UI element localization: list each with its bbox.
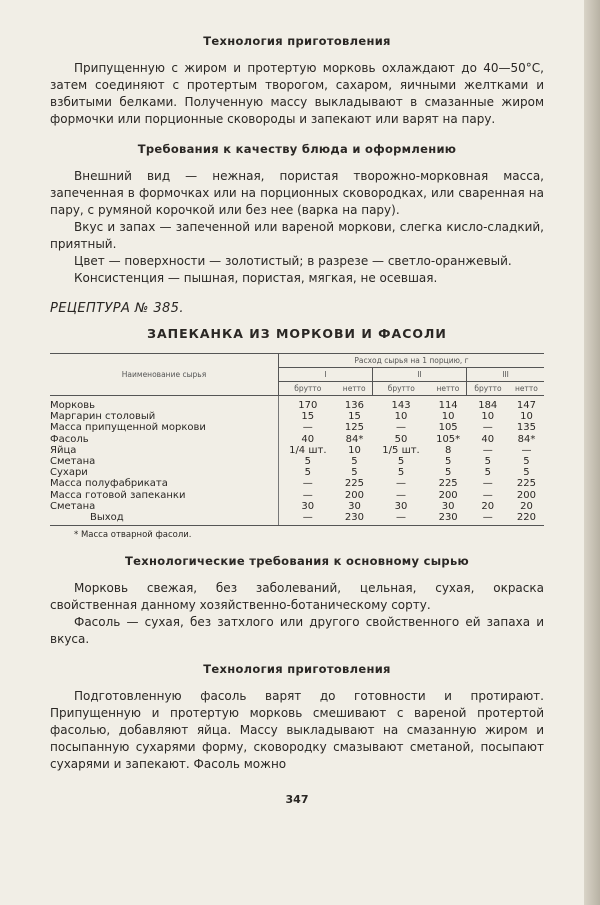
section-heading: Требования к качеству блюда и оформлению (137, 142, 457, 156)
quantity-cell: 10 (441, 411, 455, 423)
group-header: III (467, 368, 544, 382)
ingredient-name: Масса припущенной моркови (50, 422, 279, 433)
quantity-cell: 10 (481, 411, 495, 423)
recipe-number: РЕЦЕПТУРА № 385. (50, 301, 184, 316)
section-technology-2 (50, 662, 544, 773)
quantity-cell: 20 (520, 500, 533, 512)
quantity-cell: — (396, 422, 407, 434)
quantity-cell: 225 (516, 478, 537, 490)
section-text: Припущенную с жиром и протертую морковь охлаждают до 40—50°С, затем соединяют с протертым творогом, сахаром, яичными желтками и взбитыми белками. Полученную массу выкладывают в смазанные жиром формочки или порционные сковороды и запекают или варят на пару. (50, 61, 544, 126)
quantity-cell: 30 (301, 500, 315, 512)
quantity-cell: — (482, 422, 493, 434)
quantity-cell: 10 (348, 444, 361, 456)
quantity-cell: 147 (516, 400, 537, 411)
quantity-cell: 230 (430, 512, 467, 526)
quantity-cell: — (482, 444, 493, 456)
page-content (50, 34, 544, 806)
quantity-cell: 200 (438, 489, 458, 501)
quantity-cell: 5 (397, 456, 405, 468)
quantity-cell: 125 (344, 422, 365, 434)
ingredient-name: Морковь (50, 396, 279, 412)
group-header: II (372, 368, 466, 382)
table-row (50, 396, 544, 412)
quantity-cell: 5 (304, 456, 311, 468)
sub-header: брутто (279, 382, 337, 396)
quantity-cell: 5 (484, 456, 491, 468)
table-row (50, 422, 544, 433)
table-row (50, 512, 544, 526)
group-header: I (279, 368, 373, 382)
quantity-cell: 5 (444, 467, 452, 479)
paragraph: Морковь свежая, без заболеваний, цельная, сухая, окраска свойственная данному хозяйственно-ботаническому сорту. (50, 581, 544, 613)
quantity-cell: 200 (516, 489, 537, 501)
paragraph: Внешний вид — нежная, пористая творожно-морковная масса, запеченная в формочках или на порционных сковородках, или сваренная на пару, с румяной корочкой или без нее (варка на пару). (50, 169, 544, 217)
section-heading: Технологические требования к основному сырью (124, 554, 470, 569)
quantity-cell: 10 (394, 411, 408, 423)
quantity-cell: 5 (351, 467, 358, 479)
quantity-cell: 84* (517, 433, 536, 445)
quantity-cell: — (482, 489, 493, 501)
quantity-cell: — (372, 512, 429, 526)
quantity-cell: — (467, 512, 509, 526)
section-heading: Технология приготовления (203, 34, 391, 48)
sub-header: нетто (337, 382, 373, 396)
table-footnote: * Масса отварной фасоли. (74, 530, 192, 541)
sub-header: брутто (467, 382, 509, 396)
quantity-cell: 5 (484, 467, 491, 479)
quantity-cell: 30 (394, 500, 408, 512)
quantity-cell: 5 (351, 456, 358, 468)
quantity-cell: 30 (441, 500, 455, 512)
quantity-cell: 184 (478, 400, 498, 411)
sub-header: брутто (372, 382, 429, 396)
quantity-cell: 1/4 шт. (289, 444, 327, 456)
quantity-cell: 225 (438, 478, 458, 490)
table-row (50, 478, 544, 489)
ingredient-name: Масса готовой запеканки (50, 490, 279, 501)
quantity-cell: 5 (523, 456, 530, 468)
quantity-cell: 200 (344, 489, 365, 501)
quantity-cell: 230 (337, 512, 373, 526)
table-row (50, 501, 544, 512)
quantity-cell: 170 (298, 400, 318, 411)
quantity-cell: 225 (344, 478, 365, 490)
table-row (50, 434, 544, 445)
quantity-cell: — (279, 512, 337, 526)
table-row (50, 456, 544, 467)
recipe-table (50, 353, 544, 526)
quantity-cell: — (521, 444, 532, 456)
section-text: Подготовленную фасоль варят до готовности и протирают. Припущенную и протертую морковь смешивают с вареной протертой фасолью, добавляют яйца. Массу выкладывают на смазанную жиром и посыпанную сухарями форму, сковородку смазывают сметаной, посыпают сухарями и запекают. Фасоль можно (50, 689, 544, 772)
quantity-cell: — (302, 422, 313, 434)
ingredient-name: Фасоль (50, 434, 279, 445)
table-row (50, 467, 544, 478)
section-raw-material-requirements (50, 554, 544, 648)
section-technology-1 (50, 34, 544, 128)
section-heading: Технология приготовления (203, 662, 391, 677)
quantity-cell: 105 (438, 422, 458, 434)
quantity-cell: 136 (344, 400, 365, 411)
quantity-cell: — (302, 478, 313, 490)
quantity-cell: 84* (345, 433, 364, 445)
quantity-cell: 8 (444, 444, 452, 456)
quantity-cell: 15 (301, 411, 315, 423)
ingredient-name: Сухари (50, 467, 279, 478)
quantity-cell: 5 (304, 467, 311, 479)
table-row (50, 490, 544, 501)
paragraph: Фасоль — сухая, без затхлого или другого свойственного ей запаха и вкуса. (50, 615, 544, 647)
quantity-cell: 1/5 шт. (382, 444, 420, 456)
ingredient-name: Сметана (50, 456, 279, 467)
quantity-cell: 30 (348, 500, 361, 512)
page-number: 347 (285, 793, 309, 807)
table-row (50, 445, 544, 456)
quantity-cell: 5 (444, 456, 452, 468)
quantity-cell: 135 (516, 422, 537, 434)
quantity-cell: 105* (436, 433, 461, 445)
ingredient-name: Яйца (50, 445, 279, 456)
page-edge (584, 0, 600, 905)
quantity-cell: 20 (481, 500, 495, 512)
quantity-cell: 5 (523, 467, 530, 479)
paragraph: Цвет — поверхности — золотистый; в разрезе — светло-оранжевый. (74, 254, 512, 268)
quantity-cell: — (302, 489, 313, 501)
sub-header: нетто (430, 382, 467, 396)
paragraph: Консистенция — пышная, пористая, мягкая, не осевшая. (74, 271, 438, 285)
ingredient-name: Выход (50, 512, 279, 526)
paragraph: Вкус и запах — запеченной или вареной моркови, слегка кисло-сладкий, приятный. (50, 220, 544, 251)
table-row (50, 411, 544, 422)
quantity-cell: 143 (391, 400, 411, 411)
quantity-cell: — (482, 478, 493, 490)
ingredient-name: Сметана (50, 501, 279, 512)
ingredient-name: Маргарин столовый (50, 411, 279, 422)
consumption-header: Расход сырья на 1 порцию, г (279, 354, 545, 368)
quantity-cell: 15 (348, 411, 361, 423)
sub-header: нетто (509, 382, 544, 396)
quantity-cell: 220 (509, 512, 544, 526)
quantity-cell: — (396, 489, 407, 501)
dish-title: ЗАПЕКАНКА ИЗ МОРКОВИ И ФАСОЛИ (147, 326, 447, 341)
quantity-cell: 40 (301, 433, 315, 445)
quantity-cell: 40 (481, 433, 495, 445)
ingredient-name: Масса полуфабриката (50, 478, 279, 489)
name-column-header: Наименование сырья (50, 354, 279, 396)
quantity-cell: 10 (520, 411, 533, 423)
quantity-cell: 50 (394, 433, 408, 445)
quantity-cell: 5 (397, 467, 405, 479)
quantity-cell: 114 (438, 400, 458, 411)
recipe-table-body (50, 396, 544, 526)
section-quality-requirements (50, 142, 544, 287)
quantity-cell: — (396, 478, 407, 490)
